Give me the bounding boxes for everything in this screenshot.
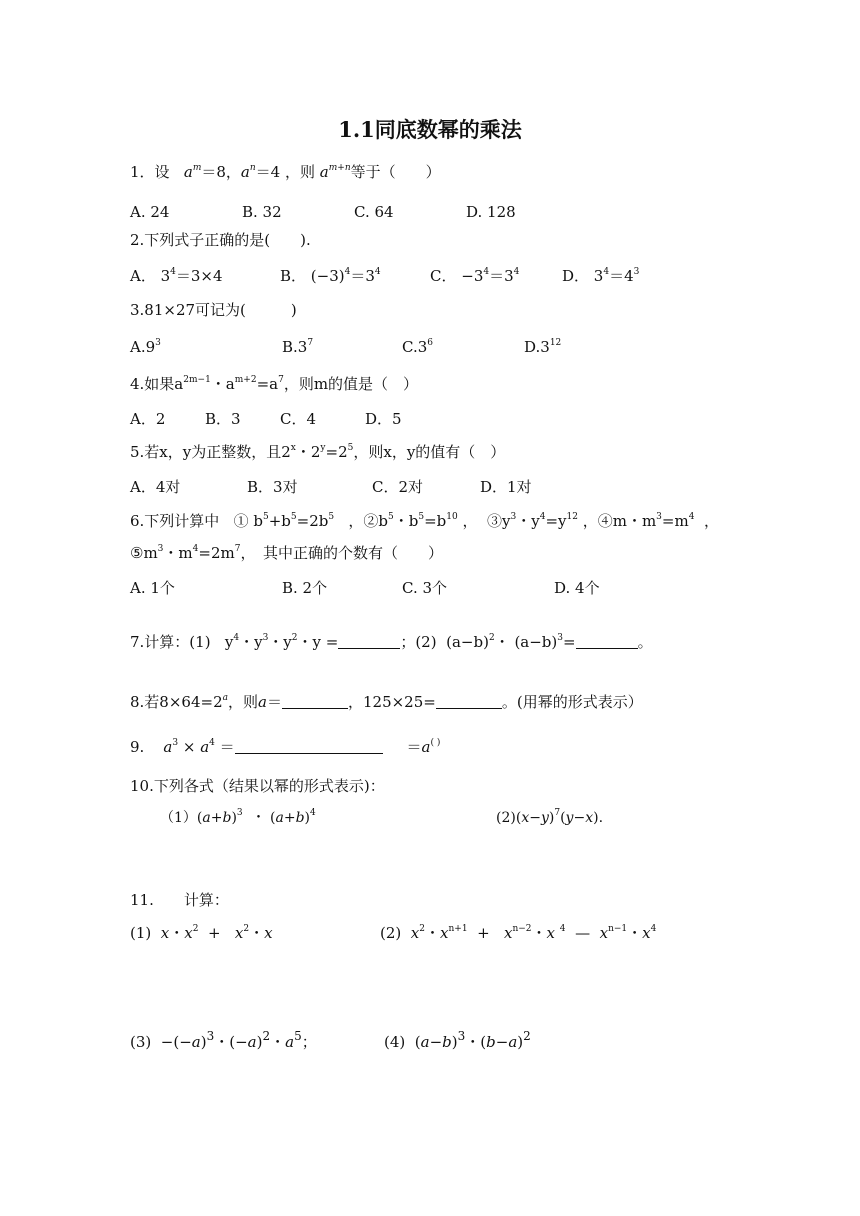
question-6: 6.下列计算中 ① $b^5+b^5=2b^5$ ，$②b^5$・$b^5=b^{10}$ ， $③y^3$・$y^4=y^{12}$ ，④m・$m^3=m^4$ ， [130,512,719,530]
question-9: 9. $a^3 \times a^4$ ＝ ＝a( ) [130,738,441,756]
option-c[interactable]: C. 64 [354,203,394,221]
question-2: 2.下列式子正确的是( ). [130,231,311,249]
option-c[interactable]: C． $-3^4=3^4$ [430,267,520,285]
question-6-line-2: $⑤m^3$・$m^4=2m^7$， 其中正确的个数有（ ） [130,544,443,562]
option-a[interactable]: A． $3^4=3\times 4$ [130,267,223,285]
option-c[interactable]: C．4 [280,410,317,428]
answer-blank-9[interactable] [235,739,383,754]
question-11: 11. 计算： [130,891,229,909]
option-a[interactable]: A．2 [130,410,166,428]
page-title: 1.1同底数幂的乘法 [338,117,522,142]
question-1: 1．设 $a^m=8$，$a^n=4$ ，则 $a^{m+n}$等于（ ） [130,163,441,181]
question-1-options [130,202,516,222]
answer-blank-2[interactable] [576,634,638,649]
question-11-part-1: (1) x・$x^2 + x^2$・x [130,924,273,942]
option-d[interactable]: D．1对 [480,478,532,496]
question-10-part-2: $(2)(x-y)^7(y-x)$. [496,808,604,826]
question-3-options [130,337,561,357]
answer-blank-b[interactable] [436,694,502,709]
option-d[interactable]: D. 128 [466,203,516,221]
option-b[interactable]: B. 2个 [282,579,328,597]
option-d[interactable]: D. 4个 [554,579,600,597]
question-11-part-2: (2) $x^2$・$x^{n+1} + x^{n-2}$・x $^4$ — $x^{n-1}$・$x^4$ [380,924,657,942]
question-8: 8.若$8\times 64=2^a$，则a＝ ，125×25= 。(用幂的形式表示） [130,693,643,711]
option-d[interactable]: D． $3^4=4^3$ [562,267,640,285]
option-a[interactable]: A. 1个 [130,579,175,597]
option-c[interactable]: C．2对 [372,478,424,496]
answer-blank-a[interactable] [282,694,348,709]
question-5-options [130,477,532,497]
question-2-options [130,266,639,286]
question-4: 4.如果$a^{2m-1}$・$a^{m+2}=a^7$，则m的值是（ ） [130,375,419,393]
option-b[interactable]: B. 32 [242,203,282,221]
option-a[interactable]: $A.9^3$ [130,338,161,356]
option-b[interactable]: B． $(-3)^4=3^4$ [280,267,381,285]
question-11-part-3: $(3) -(-a)^3$・$(-a)^2$・$a^5$； [130,1029,317,1051]
question-10-part-1: $(1)(a+b)^3$ ・ $(a+b)^4$ [160,808,316,826]
question-7: 7.计算：(1) $y^4$・$y^3$・$y^2$・y = ；(2) $(a-b)^2$・ $(a-b)^3=$ 。 [130,633,653,651]
option-b[interactable]: $B.3^7$ [282,338,314,356]
option-b[interactable]: B．3 [205,410,241,428]
option-a[interactable]: A．4对 [130,478,181,496]
option-d[interactable]: D．5 [365,410,402,428]
option-b[interactable]: B．3对 [247,478,298,496]
option-c[interactable]: C. 3个 [402,579,448,597]
question-6-options [130,578,600,598]
question-10: 10.下列各式（结果以幂的形式表示)： [130,777,385,795]
option-d[interactable]: $D.3^{12}$ [524,338,562,356]
answer-blank-1[interactable] [338,634,400,649]
question-11-part-4: (4) $(a-b)^3$・$(b-a)^2$ [384,1029,531,1051]
question-3: 3.81×27可记为( ) [130,301,297,319]
option-a[interactable]: A. 24 [130,203,170,221]
question-4-options [130,409,402,429]
option-c[interactable]: $C.3^6$ [402,338,433,356]
question-5: 5.若x，y为正整数，且2$^x$・$2^y=2^5$，则x，y的值有（ ） [130,443,506,461]
